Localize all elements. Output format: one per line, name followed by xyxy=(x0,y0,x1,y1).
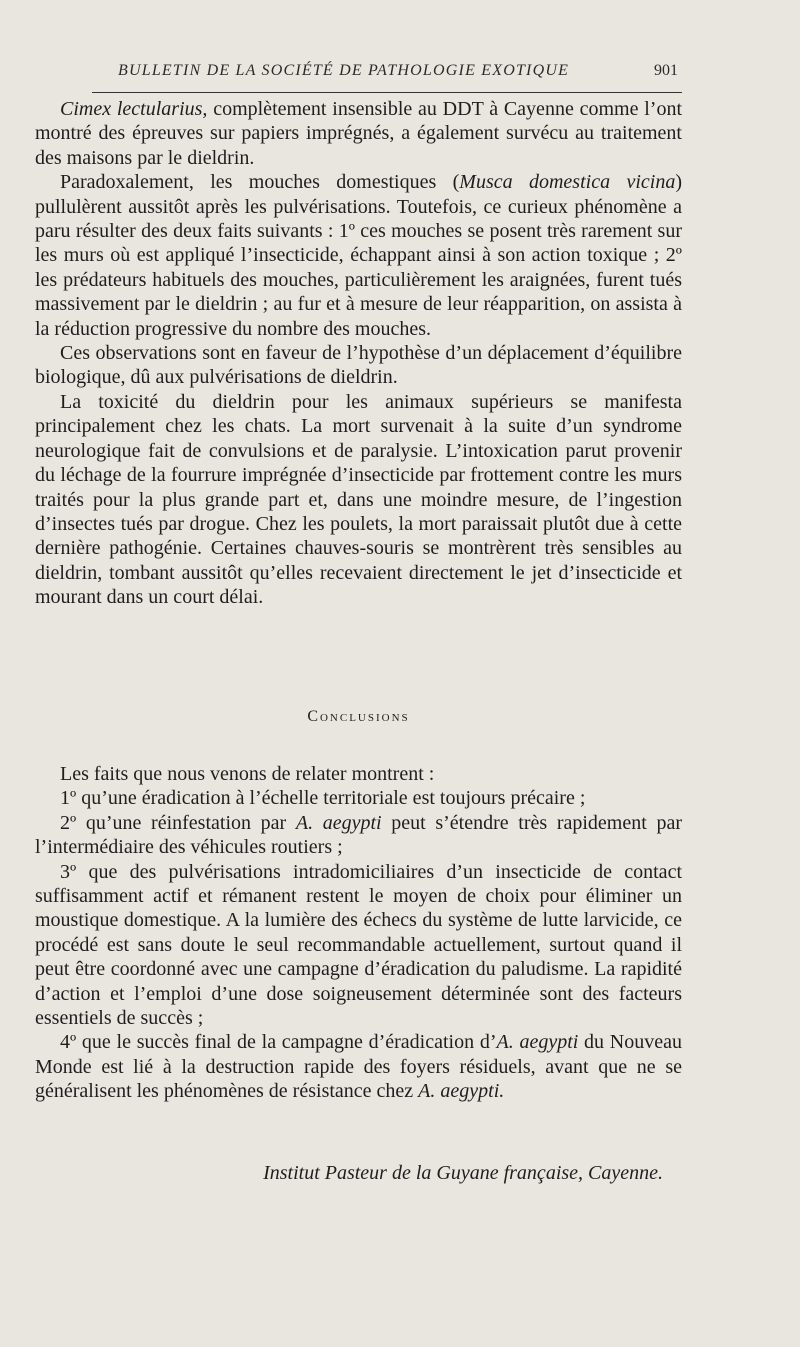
paragraph-mouches xyxy=(35,170,682,341)
paragraph-cimex xyxy=(35,97,682,170)
conclusion-item-3: 3º que des pulvérisations intradomiciliaires d’un insecticide de contact suffisamment actif et rémanent restent le moyen de choix pour éliminer un moustique domestique. A la lumière des échecs du système de lutte larvicide, ce procédé est sans doute le seul recommandable actuellement, surtout quand il peut être coordonné avec une campagne d’éradication du paludisme. La rapidité d’action et l’emploi d’une dose soigneusement déterminée sont des facteurs essentiels de succès ; xyxy=(35,860,682,1030)
species-aedes: A. aegypti. xyxy=(418,1080,505,1103)
species-musca: Musca domestica vicina xyxy=(459,171,676,194)
paragraph-toxicite: La toxicité du dieldrin pour les animaux supérieurs se manifesta principalement chez les chats. La mort survenait à la suite d’un syndrome neurologique fait de convulsions et de paralysie. L’intoxication parut provenir du léchage de la fourrure imprégnée d’insecticide par frottement contre les murs traités pour la plus grande part et, dans une moindre mesure, de l’ingestion d’insectes tués par drogue. Chez les poulets, la mort paraissait plutôt due à cette dernière pathogénie. Certaines chauves-souris se montrèrent très sensibles au dieldrin, tombant aussitôt qu’elles recevaient directement le jet d’insecticide et mourant dans un court délai. xyxy=(35,390,682,609)
paragraph-observations: Ces observations sont en faveur de l’hypothèse d’un déplacement d’équilibre biologique, dû aux pulvérisations de dieldrin. xyxy=(35,342,682,389)
running-title: BULLETIN DE LA SOCIÉTÉ DE PATHOLOGIE EXOTIQUE xyxy=(118,62,570,79)
running-header xyxy=(92,58,682,93)
item-text: peut s’étendre très rapidement par l’intermédiaire des véhicules routiers ; xyxy=(35,811,682,859)
paragraph-text: ) pullulèrent aussitôt après les pulvérisations. Toutefois, ce curieux phénomène a paru résulter des deux faits suivants : 1º ces mouches se posent très rarement sur les murs où est appliqué l’insecticide, échappant ainsi à son action toxique ; 2º les prédateurs habituels des mouches, particulièrement les araignées, furent tués massivement par le dieldrin ; au fur et à mesure de leur réapparition, on assista à la réduction progressive du nombre des mouches. xyxy=(35,171,682,340)
conclusion-item-4 xyxy=(35,1030,682,1103)
item-text: 4º que le succès final de la campagne d’éradication d’ xyxy=(60,1031,497,1054)
paragraph-lead: Paradoxalement, les mouches domestiques ( xyxy=(60,171,460,194)
conclusion-item-2 xyxy=(35,811,682,860)
body-text xyxy=(35,97,682,610)
paragraph-text: complètement insensible au DDT à Cayenne comme l’ont montré des épreuves sur papiers imprégnés, a également survécu au traitement des maisons par le dieldrin. xyxy=(35,98,683,169)
conclusion-item-1: 1º qu’une éradication à l’échelle territoriale est toujours précaire ; xyxy=(60,787,586,810)
species-aedes: A. aegypti xyxy=(295,811,382,834)
page-number: 901 xyxy=(654,62,678,79)
species-cimex: Cimex lectularius, xyxy=(60,98,208,120)
conclusions-list xyxy=(35,762,682,1104)
item-text: 2º qu’une réinfestation par xyxy=(60,811,296,834)
section-heading: Conclusions xyxy=(307,708,410,725)
item-text: du Nouveau Monde est lié à la destruction rapide des foyers résiduels, avant que ne se généralisent les phénomènes de résistance chez xyxy=(35,1031,682,1103)
species-aedes: A. aegypti xyxy=(496,1031,579,1054)
conclusions-intro: Les faits que nous venons de relater montrent : xyxy=(60,763,435,785)
institution-signature: Institut Pasteur de la Guyane française, Cayenne. xyxy=(263,1162,663,1184)
